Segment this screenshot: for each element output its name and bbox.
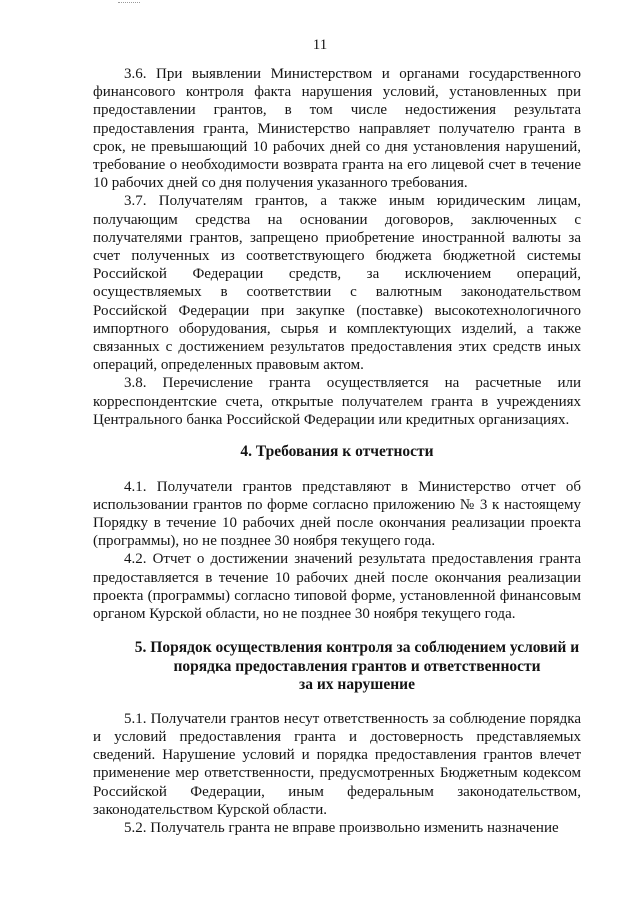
page-number: 11 [312, 37, 328, 53]
paragraph-4-2: 4.2. Отчет о достижении значений результата предоставления гранта предоставляется в течение 10 рабочих дней после окончания реализации проекта (программы) согласно типовой форме, установленной финансовым органом Курской области, но не позднее 30 ноября текущего года. [93, 551, 581, 622]
document-body [93, 65, 581, 837]
section-5-title [93, 639, 581, 695]
paragraph-4-1: 4.1. Получатели грантов представляют в Министерство отчет об использовании грантов по форме согласно приложению № 3 к настоящему Порядку в течение 10 рабочих дней после окончания реализации проекта (программы), но не позднее 30 ноября текущего года. [93, 478, 581, 550]
section-4-title: 4. Требования к отчетности [240, 443, 434, 461]
section-5-title-line-3: за их нарушение [299, 676, 415, 694]
paragraph-3-8: 3.8. Перечисление гранта осуществляется на расчетные или корреспондентские счета, открытые получателем гранта в учреждениях Центрального банка Российской Федерации или кредитных организациях. [93, 375, 581, 428]
paragraph-3-7: 3.7. Получателям грантов, а также иным юридическим лицам, получающим средства на основании договоров, заключенных с получателями грантов, запрещено приобретение иностранной валюты за счет полученных из соответствующего бюджета бюджетной системы Российской Федерации средств, за исключением операций, осуществляемых в соответствии с валютным законодательством Российской Федерации при закупке (поставке) высокотехнологичного импортного оборудования, сырья и комплектующих изделий, а также связанных с достижением результатов предоставления этих средств иных операций, определенных правовым актом. [93, 193, 581, 374]
paragraph-3-6: 3.6. При выявлении Министерством и органами государственного финансового контроля факта нарушения условий, установленных при предоставлении грантов, в том числе недостижения результата предоставления гранта, Министерство направляет получателю гранта в срок, не превышающий 10 рабочих дней со дня установления нарушений, требование о необходимости возврата гранта на его лицевой счет в течение 10 рабочих дней со дня получения указанного требования. [93, 66, 581, 192]
paragraph-5-2: 5.2. Получатель гранта не вправе произвольно изменить назначение [124, 819, 559, 836]
section-5-title-line-1: 5. Порядок осуществления контроля за соблюдением условий и [134, 639, 580, 657]
paragraph-5-1: 5.1. Получатели грантов несут ответственность за соблюдение порядка и условий предоставления гранта и достоверность представляемых сведений. Нарушение условий и порядка предоставления грантов влечет применение мер ответственности, предусмотренных Бюджетным кодексом Российской Федерации, иным федеральным законодательством, законодательством Курской области. [93, 710, 581, 818]
scan-artifact [118, 2, 140, 5]
section-5-title-line-2: порядка предоставления грантов и ответственности [173, 657, 541, 675]
